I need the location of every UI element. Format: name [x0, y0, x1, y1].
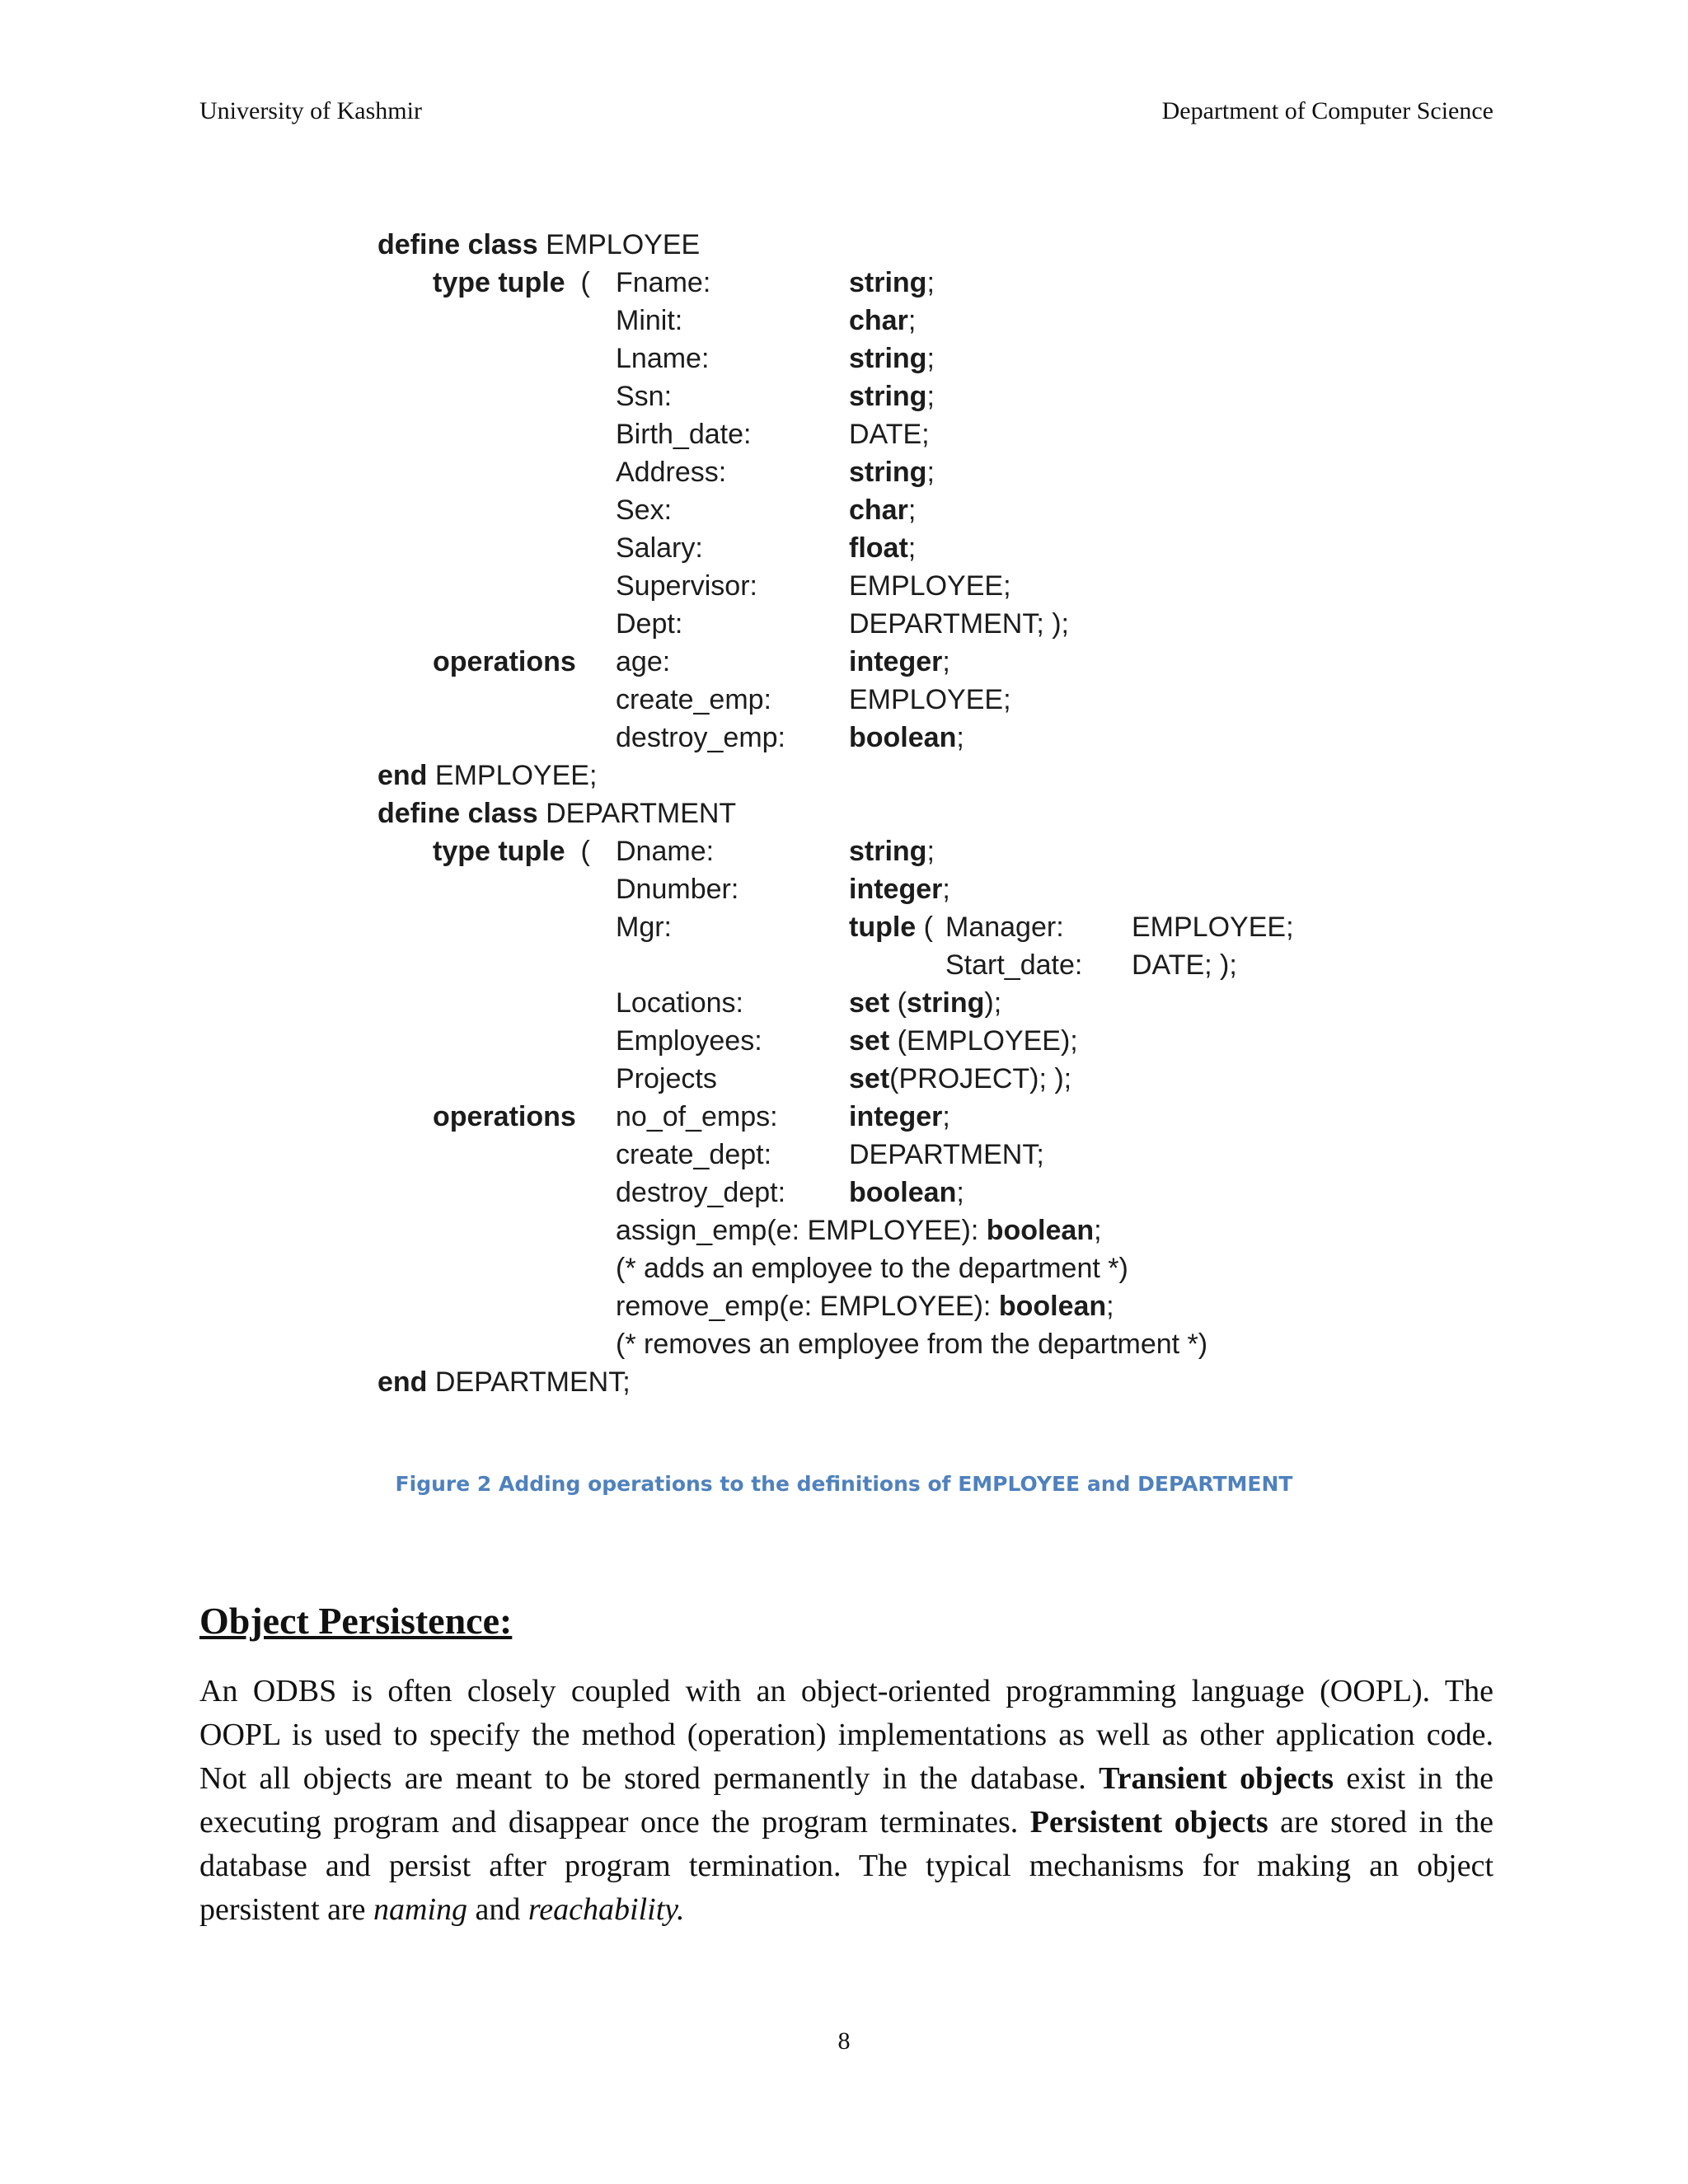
paragraph-text: exist in the executing program and disappear once the program terminates. — [199, 1761, 1493, 1840]
code-text: remove_emp(e: EMPLOYEE): — [616, 1291, 999, 1322]
code-text: create_dept: — [616, 1139, 772, 1170]
code-token — [616, 304, 682, 337]
italic-term: naming — [373, 1892, 468, 1927]
code-text: ; — [956, 722, 964, 753]
code-token — [849, 645, 950, 678]
code-token — [616, 721, 785, 754]
header-department: Department of Computer Science — [1161, 97, 1493, 124]
code-token — [849, 911, 933, 944]
figure-caption: Figure 2 Adding operations to the definitions of EMPLOYEE and DEPARTMENT — [395, 1472, 1293, 1496]
code-token — [616, 607, 682, 640]
code-token — [849, 987, 1001, 1019]
code-token — [377, 1366, 631, 1399]
code-text: Fname: — [616, 267, 711, 298]
code-keyword: operations — [433, 1101, 576, 1132]
code-token — [616, 1176, 785, 1209]
code-token — [616, 835, 714, 868]
code-token — [849, 1024, 1078, 1057]
code-token — [616, 873, 738, 906]
bold-term: Persistent objects — [1029, 1805, 1268, 1840]
code-text: ); — [984, 987, 1002, 1019]
code-token — [849, 380, 935, 413]
code-text: EMPLOYEE; — [427, 760, 598, 791]
code-token — [849, 873, 950, 906]
code-token — [945, 949, 1082, 982]
code-keyword: define class — [377, 798, 538, 829]
header-university: University of Kashmir — [199, 97, 422, 124]
paragraph-text: and — [467, 1892, 528, 1927]
code-token — [616, 1252, 1128, 1285]
code-token — [1132, 911, 1294, 944]
code-text: Minit: — [616, 305, 683, 336]
code-keyword: integer — [849, 1101, 943, 1132]
code-keyword: integer — [849, 646, 943, 677]
code-text: ; — [956, 1177, 964, 1208]
italic-term: reachability. — [528, 1892, 685, 1927]
code-keyword: string — [906, 987, 985, 1019]
code-text: destroy_dept: — [616, 1177, 786, 1208]
code-text: Dept: — [616, 608, 683, 640]
code-keyword: end — [377, 1366, 428, 1398]
code-token — [849, 266, 935, 299]
code-text: ; — [926, 267, 935, 298]
code-token — [616, 911, 672, 944]
code-text: ; — [907, 305, 917, 336]
code-token — [616, 456, 726, 489]
code-token — [616, 683, 771, 716]
code-text: Dname: — [616, 836, 715, 867]
code-keyword: string — [849, 267, 927, 298]
code-keyword: tuple — [849, 912, 917, 943]
paragraph-text: are stored in the database and persist after program termination. The typical mechanisms for making an object persistent are — [199, 1805, 1493, 1927]
code-text: DEPARTMENT; ); — [849, 608, 1069, 640]
code-token — [616, 1290, 1114, 1323]
code-text: ; — [926, 836, 935, 867]
code-text: Sex: — [616, 494, 673, 526]
code-token — [616, 532, 703, 565]
code-text: EMPLOYEE; — [1132, 912, 1294, 943]
code-text: Ssn: — [616, 381, 673, 412]
code-text: (EMPLOYEE); — [889, 1025, 1078, 1057]
code-text: Address: — [616, 457, 727, 488]
code-text: DATE; ); — [1132, 949, 1237, 981]
code-token — [849, 607, 1069, 640]
code-token — [433, 835, 590, 868]
code-text: DEPARTMENT; — [849, 1139, 1044, 1170]
code-text: Lname: — [616, 343, 710, 374]
code-token — [433, 645, 576, 678]
code-text: assign_emp(e: EMPLOYEE): — [616, 1215, 987, 1246]
code-keyword: string — [849, 457, 927, 488]
code-token — [616, 645, 670, 678]
code-text: ; — [907, 494, 917, 526]
body-paragraph — [199, 1670, 1493, 1932]
code-keyword: set — [849, 1025, 890, 1057]
bold-term: Transient objects — [1099, 1761, 1334, 1796]
code-text: create_emp: — [616, 684, 771, 715]
code-keyword: string — [849, 381, 927, 412]
code-keyword: type tuple — [433, 836, 565, 867]
code-text: ( — [916, 912, 933, 943]
code-text: age: — [616, 646, 671, 677]
code-text: DEPARTMENT; — [427, 1366, 631, 1398]
code-text: ; — [926, 457, 935, 488]
code-token — [616, 1100, 778, 1133]
code-token — [849, 342, 935, 375]
code-token — [377, 759, 597, 792]
code-token — [616, 494, 672, 527]
code-keyword: integer — [849, 874, 943, 905]
code-text: (* removes an employee from the department *) — [616, 1329, 1208, 1360]
code-token — [616, 1328, 1207, 1361]
code-keyword: string — [849, 343, 927, 374]
code-token — [849, 721, 964, 754]
code-token — [433, 1100, 576, 1133]
code-token — [849, 1100, 950, 1133]
code-token — [616, 380, 672, 413]
code-text: Locations: — [616, 987, 743, 1019]
code-text: Start_date: — [945, 949, 1083, 981]
code-token — [849, 304, 916, 337]
code-token — [849, 569, 1011, 602]
code-keyword: char — [849, 494, 908, 526]
code-text: EMPLOYEE; — [849, 570, 1011, 602]
code-text: Salary: — [616, 532, 703, 564]
code-token — [849, 456, 935, 489]
code-text: DATE; — [849, 419, 930, 450]
code-token — [616, 987, 743, 1019]
code-keyword: boolean — [849, 722, 957, 753]
code-text: no_of_emps: — [616, 1101, 778, 1132]
section-title: Object Persistence: — [199, 1600, 513, 1642]
code-token — [616, 1062, 717, 1095]
code-text: destroy_emp: — [616, 722, 785, 753]
code-keyword: define class — [377, 229, 538, 260]
code-text: ; — [942, 874, 950, 905]
code-text: ; — [942, 1101, 950, 1132]
code-text: EMPLOYEE; — [849, 684, 1011, 715]
code-token — [849, 1062, 1071, 1095]
code-token — [616, 418, 751, 451]
page-number: 8 — [837, 2027, 851, 2055]
code-token — [945, 911, 1064, 944]
code-token — [616, 1138, 771, 1171]
code-token — [849, 418, 930, 451]
code-text: ; — [926, 343, 935, 374]
code-keyword: boolean — [986, 1215, 1095, 1246]
code-text: ; — [1106, 1291, 1114, 1322]
code-text: Employees: — [616, 1025, 762, 1057]
code-keyword: boolean — [849, 1177, 957, 1208]
code-text: Dnumber: — [616, 874, 739, 905]
code-token — [616, 1024, 762, 1057]
code-text: ( — [565, 267, 590, 298]
code-text: Birth_date: — [616, 419, 752, 450]
code-text: DEPARTMENT — [537, 798, 737, 829]
code-keyword: float — [849, 532, 908, 564]
code-token — [849, 532, 916, 565]
code-keyword: set — [849, 1063, 890, 1094]
code-keyword: boolean — [998, 1291, 1107, 1322]
code-text: Manager: — [945, 912, 1064, 943]
code-token — [616, 1214, 1102, 1247]
code-text: Mgr: — [616, 912, 672, 943]
code-text: (* adds an employee to the department *) — [616, 1253, 1128, 1284]
paragraph-text: An ODBS is often closely coupled with an object-oriented programming language (OOPL). The OOPL is used to specify the method (operation) implementations as well as other application code. Not all objects are meant to be stored permanently in the database. — [199, 1674, 1493, 1796]
code-token — [616, 569, 757, 602]
code-text: EMPLOYEE — [537, 229, 701, 260]
code-keyword: type tuple — [433, 267, 565, 298]
code-text: ; — [926, 381, 935, 412]
code-token — [1132, 949, 1237, 982]
code-text: Supervisor: — [616, 570, 757, 602]
code-text: ; — [907, 532, 917, 564]
code-keyword: end — [377, 760, 428, 791]
code-token — [849, 683, 1011, 716]
code-token — [377, 797, 736, 830]
code-text: ; — [1094, 1215, 1102, 1246]
code-keyword: operations — [433, 646, 576, 677]
code-keyword: char — [849, 305, 908, 336]
code-token — [849, 494, 916, 527]
code-text: ; — [942, 646, 950, 677]
code-text: Projects — [616, 1063, 717, 1094]
code-token — [616, 266, 710, 299]
code-token — [616, 342, 709, 375]
code-keyword: set — [849, 987, 890, 1019]
code-text: ( — [565, 836, 590, 867]
code-token — [433, 266, 590, 299]
code-text: ( — [889, 987, 907, 1019]
code-token — [849, 1176, 964, 1209]
code-token — [377, 228, 700, 261]
code-keyword: string — [849, 836, 927, 867]
code-text: (PROJECT); ); — [889, 1063, 1072, 1094]
code-token — [849, 835, 935, 868]
code-token — [849, 1138, 1044, 1171]
